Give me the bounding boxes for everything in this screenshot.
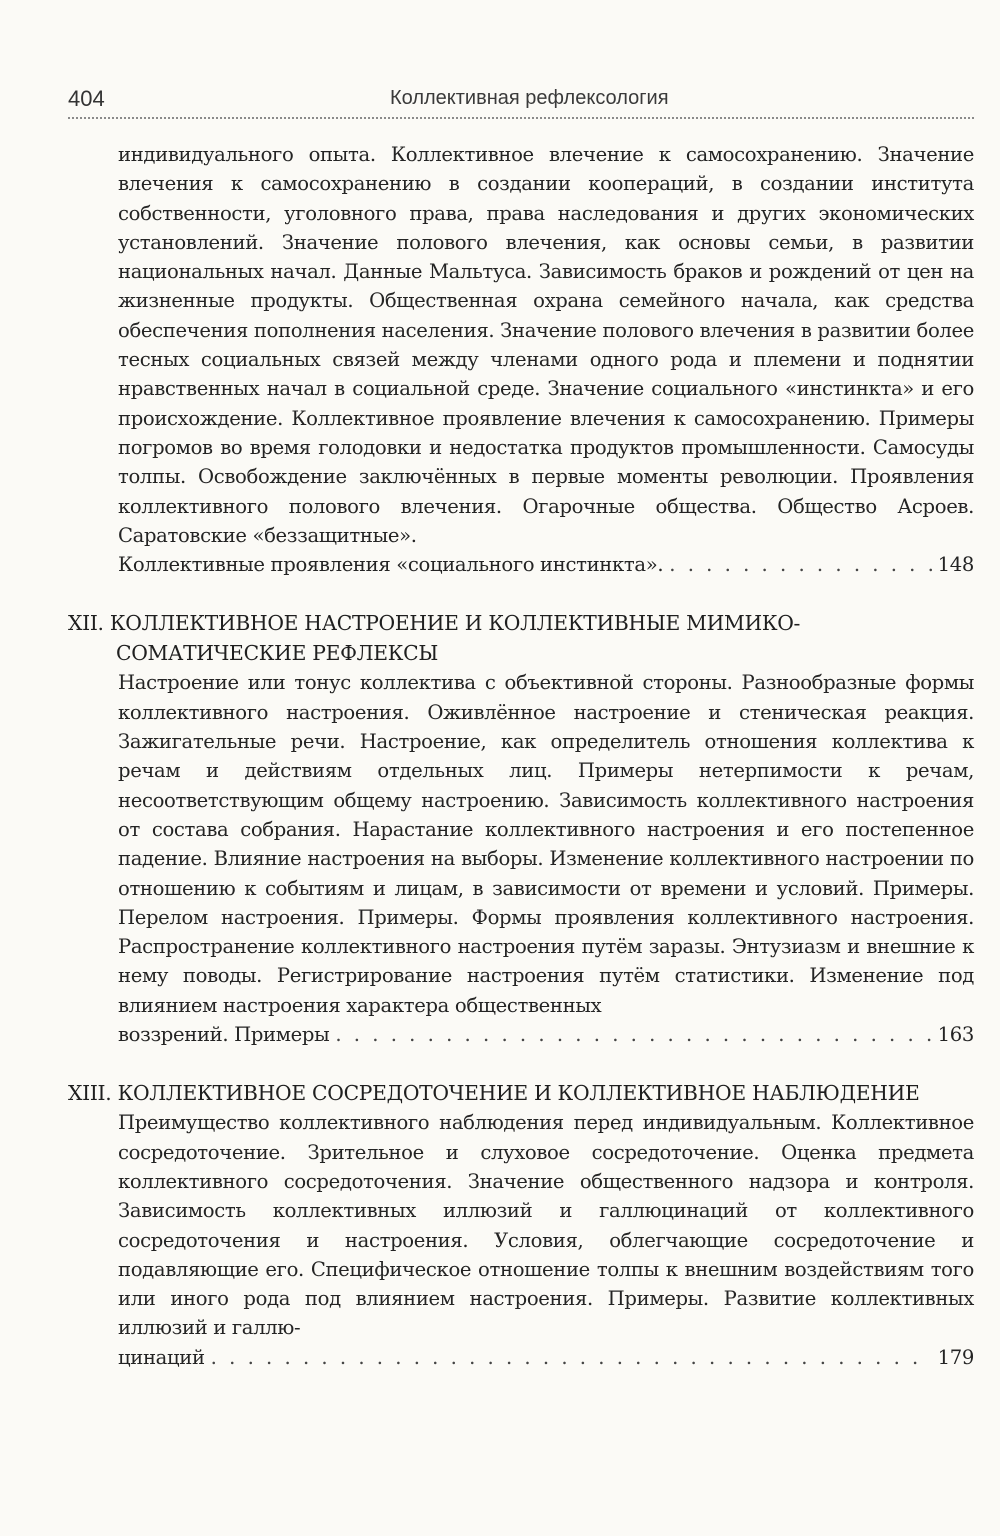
toc-entry-summary: индивидуального опыта. Коллективное влечение к самосохранению. Значение влечения к самосохранению в создании коопераций, в создании института собственности, уголовного права, права наследования и других экономических установлений. Значение полового влечения, как основы семьи, в развитии национальных начал. Данные Мальтуса. Зависимость браков и рождений от цен на жизненные продукты. Общественная охрана семейного начала, как средства обеспечения пополнения населения. Значение полового влечения в развитии более тесных социальных связей между членами одного рода и племени и поднятии нравственных начал в социальной среде. Значение социального «инстинкта» и его происхождение. Коллективное проявление влечения к самосохранению. Примеры погромов во время голодовки и недостатка продуктов промышленности. Самосуды толпы. Освобождение заключённых в первые моменты революции. Проявления коллективного полового влечения. Огарочные общества. Общество Асроев. Саратовские «беззащитные».	[118, 143, 974, 547]
toc-entry-last-line: Коллективные проявления «социального инстинкта».	[118, 553, 664, 577]
chapter-title: XII. КОЛЛЕКТИВНОЕ НАСТРОЕНИЕ И КОЛЛЕКТИВНЫЕ МИМИКО-СОМАТИЧЕСКИЕ РЕФЛЕКСЫ	[68, 611, 801, 666]
toc-entry-last-line: воззрений. Примеры	[118, 1023, 330, 1047]
dot-leader	[335, 1020, 931, 1049]
dot-leader	[669, 550, 931, 579]
chapter-title: XIII. КОЛЛЕКТИВНОЕ СОСРЕДОТОЧЕНИЕ И КОЛЛЕКТИВНОЕ НАБЛЮДЕНИЕ	[68, 1081, 920, 1106]
toc-entry-xiii	[68, 1078, 974, 1372]
dot-leader	[211, 1343, 932, 1372]
toc-page-number: 148	[937, 553, 974, 577]
toc-entry-summary: Преимущество коллективного наблюдения перед индивидуальным. Коллективное сосредоточение. Зрительное и слуховое сосредоточение. Оценка предмета коллективного сосредоточения. Значение общественного надзора и контроля. Зависимость коллективных иллюзий и галлюцинаций от коллективного сосредоточения и настроения. Условия, облегчающие сосредоточение и подавляющие его. Специфическое отношение толпы к внешним воздействиям того или иного рода под влиянием настроения. Примеры. Развитие коллективных иллюзий и галлю-	[118, 1111, 974, 1340]
toc-entry-leader-line	[118, 1343, 974, 1372]
toc-entry-xii	[68, 608, 974, 1049]
toc-entry-continued	[68, 140, 974, 579]
toc-content	[68, 140, 974, 1401]
toc-entry-leader-line	[118, 1020, 974, 1049]
toc-page-number: 179	[937, 1345, 974, 1369]
running-title: Коллективная рефлексология	[390, 87, 669, 109]
page-number: 404	[68, 86, 105, 111]
toc-entry-last-line: цинаций	[118, 1345, 205, 1369]
toc-entry-leader-line	[118, 550, 974, 579]
toc-page-number: 163	[937, 1023, 974, 1047]
running-header	[68, 86, 974, 116]
toc-entry-summary: Настроение или тонус коллектива с объективной стороны. Разнообразные формы коллективного настроения. Оживлённое настроение и стеническая реакция. Зажигательные речи. Настроение, как определитель отношения коллектива к речам и действиям отдельных лиц. Примеры нетерпимости к речам, несоответствующим общему настроению. Зависимость коллективного настроения от состава собрания. Нарастание коллективного настроения и его постепенное падение. Влияние настроения на выборы. Изменение коллективного настроении по отношению к событиям и лицам, в зависимости от времени и условий. Примеры. Перелом настроения. Примеры. Формы проявления коллективного настроения. Распространение коллективного настроения путём заразы. Энтузиазм и внешние к нему поводы. Регистрирование настроения путём статистики. Изменение под влиянием настроения характера общественных	[118, 671, 974, 1017]
header-divider	[68, 117, 974, 119]
